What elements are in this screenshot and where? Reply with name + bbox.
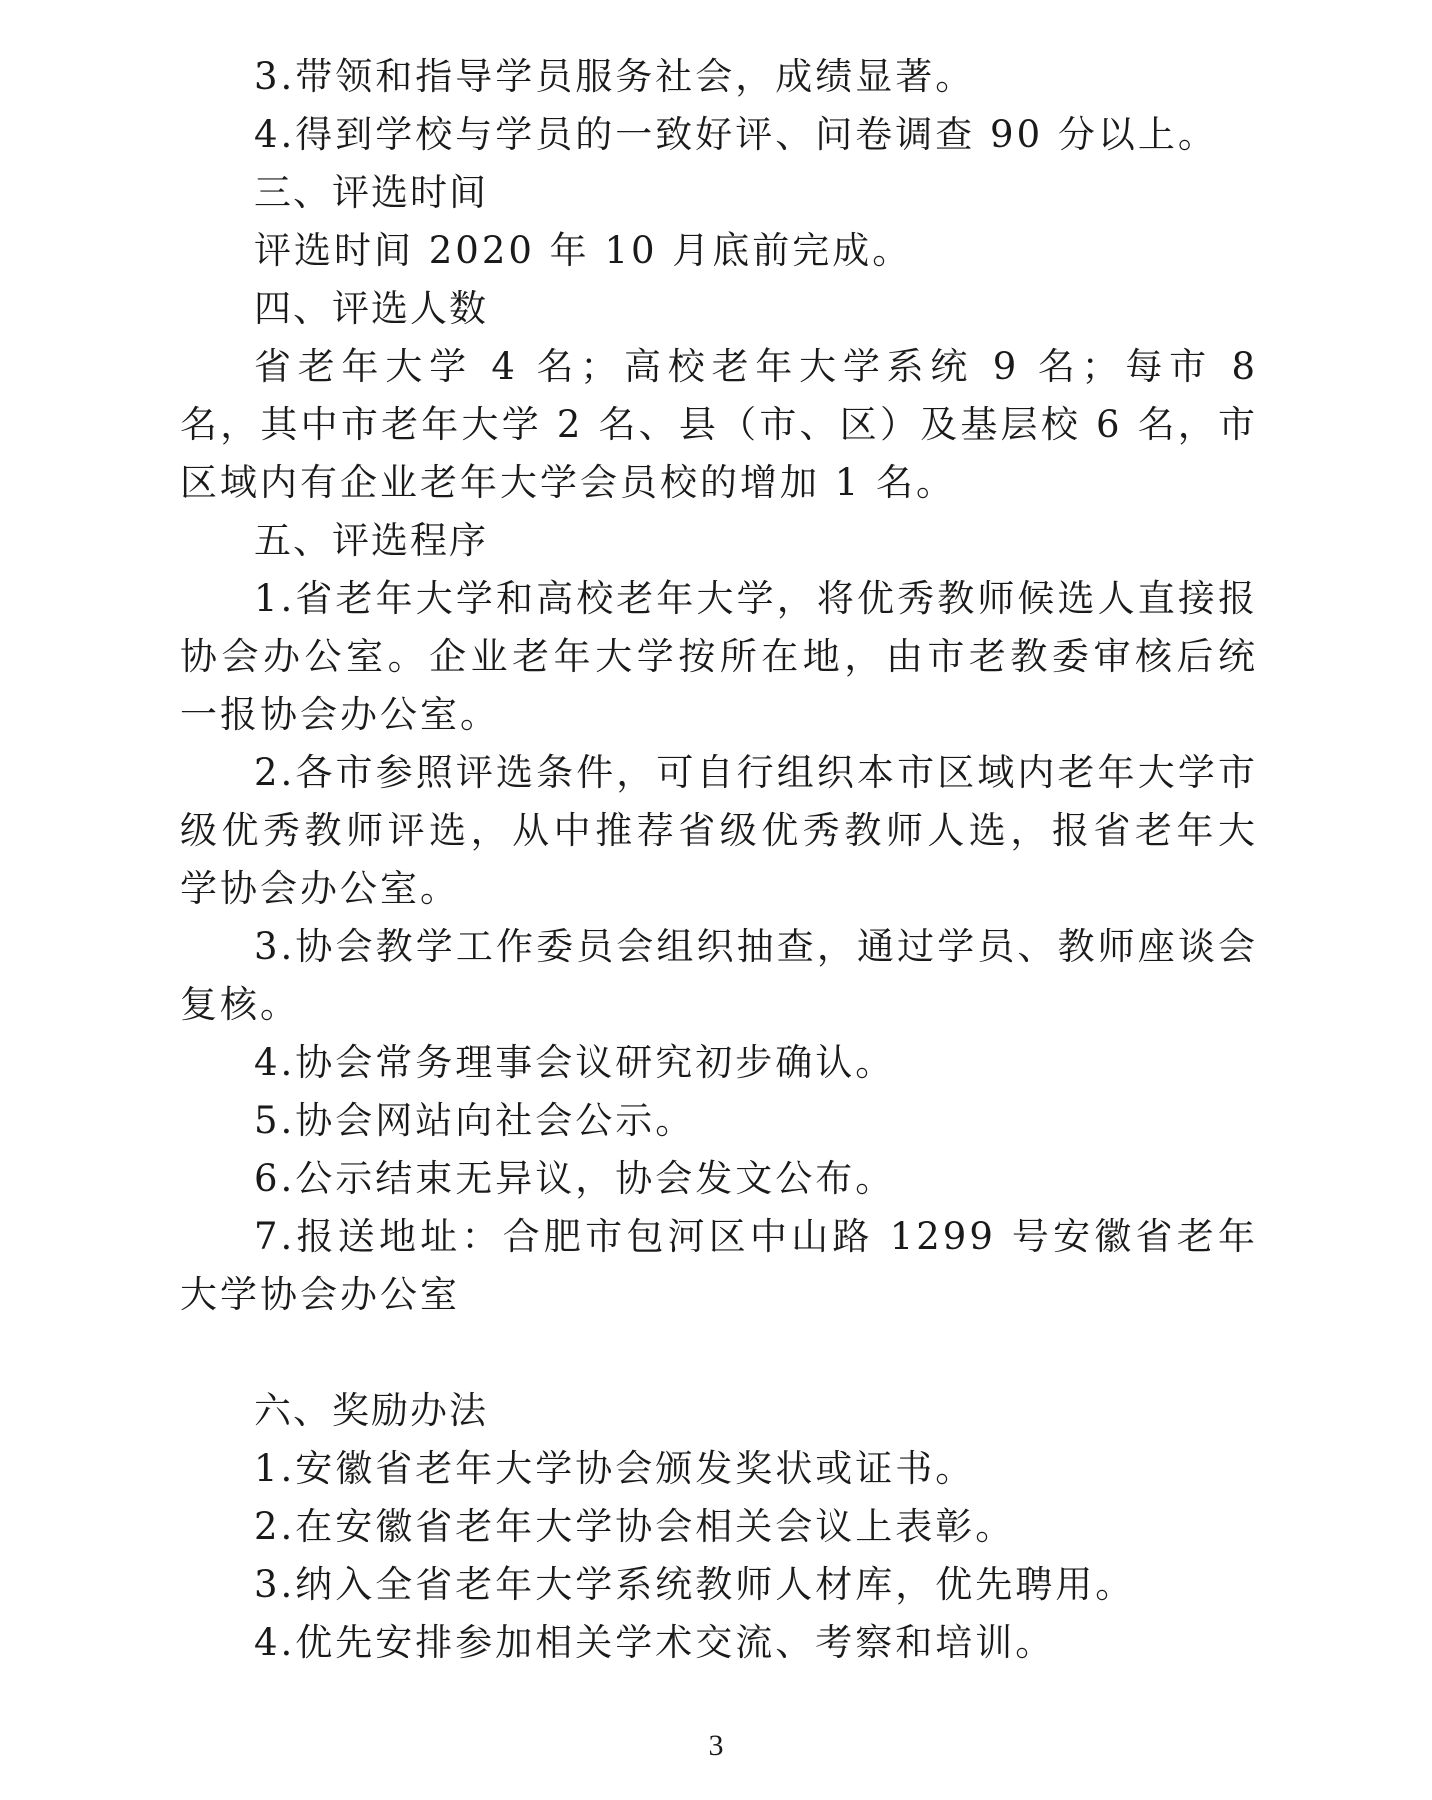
criterion-3: 3.带领和指导学员服务社会，成绩显著。 [254, 55, 976, 98]
reward-item-4: 4.优先安排参加相关学术交流、考察和培训。 [254, 1621, 1056, 1664]
criterion-4: 4.得到学校与学员的一致好评、问卷调查 90 分以上。 [254, 113, 1218, 156]
procedure-item-3: 3.协会教学工作委员会组织抽查，通过学员、教师座谈会复核。 [180, 925, 1258, 1026]
procedure-item-7-address: 7.报送地址：合肥市包河区中山路 1299 号安徽省老年大学协会办公室 [180, 1215, 1258, 1316]
procedure-item-2: 2.各市参照评选条件，可自行组织本市区域内老年大学市级优秀教师评选，从中推荐省级优秀教师人选，报省老年大学协会办公室。 [180, 751, 1258, 910]
procedure-item-6: 6.公示结束无异议，协会发文公布。 [254, 1157, 896, 1200]
page-number: 3 [708, 1729, 724, 1762]
procedure-item-4: 4.协会常务理事会议研究初步确认。 [254, 1041, 896, 1084]
reward-item-2: 2.在安徽省老年大学协会相关会议上表彰。 [254, 1505, 1016, 1548]
selection-quota-text: 省老年大学 4 名；高校老年大学系统 9 名；每市 8 名，其中市老年大学 2 名、县（市、区）及基层校 6 名，市区域内有企业老年大学会员校的增加 1 名。 [180, 345, 1258, 504]
procedure-item-5: 5.协会网站向社会公示。 [254, 1099, 696, 1142]
selection-time-text: 评选时间 2020 年 10 月底前完成。 [254, 229, 913, 272]
blank-line [180, 1324, 1258, 1382]
document-body [180, 48, 1258, 1672]
section-heading-selection-time: 三、评选时间 [254, 171, 488, 214]
section-heading-selection-procedure: 五、评选程序 [254, 519, 488, 562]
reward-item-3: 3.纳入全省老年大学系统教师人材库，优先聘用。 [254, 1563, 1136, 1606]
section-heading-rewards: 六、奖励办法 [254, 1389, 488, 1432]
reward-item-1: 1.安徽省老年大学协会颁发奖状或证书。 [254, 1447, 976, 1490]
procedure-item-1: 1.省老年大学和高校老年大学，将优秀教师候选人直接报协会办公室。企业老年大学按所在地，由市老教委审核后统一报协会办公室。 [180, 577, 1258, 736]
section-heading-selection-quota: 四、评选人数 [254, 287, 488, 330]
